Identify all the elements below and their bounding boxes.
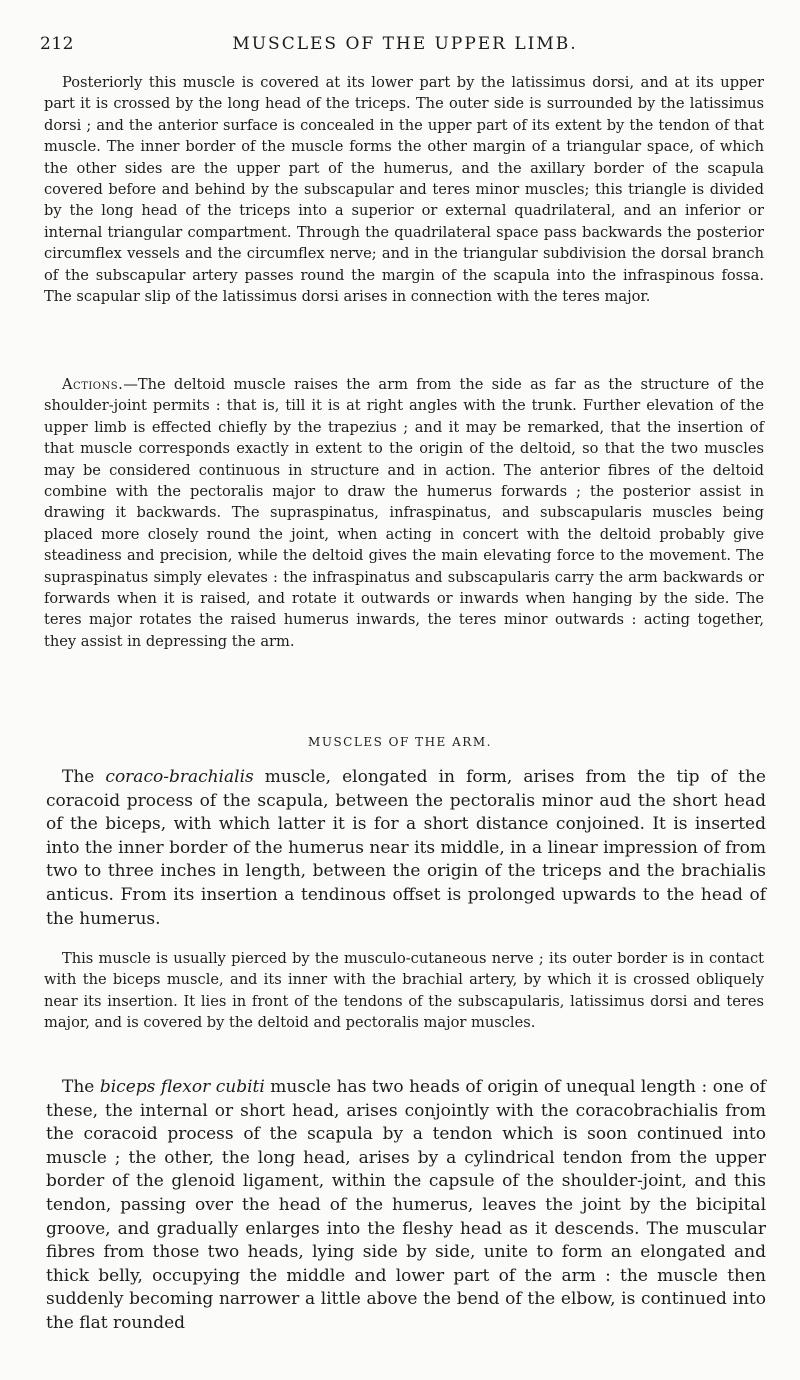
- actions-block: [44, 374, 764, 652]
- biceps-block: [46, 1076, 766, 1336]
- biceps-paragraph: [46, 1076, 766, 1336]
- actions-label: Actions.: [62, 376, 124, 393]
- coraco-brachialis-term: coraco-brachialis: [105, 767, 254, 787]
- actions-paragraph: [44, 374, 764, 652]
- actions-text: —The deltoid muscle raises the arm from the side as far as the structure of the shoulder-joint permits : that is, till it is at right angles with the trunk. Further elevation of the upper limb is effected chiefly by the trapezius ; and it may be remarked, that the insertion of that muscle corresponds exactly in extent to the origin of the deltoid, so that the two muscles may be considered continuous in structure and in action. The anterior fibres of the deltoid combine with the pectoralis major to draw the humerus forwards ; the posterior assist in drawing it backwards. The supraspinatus, infraspinatus, and subscapularis muscles being placed more closely round the joint, when acting in concert with the deltoid probably give steadiness and precision, while the deltoid gives the main elevating force to the movement. The supraspinatus simply elevates : the infraspinatus and subscapularis carry the arm backwards or forwards when it is raised, and rotate it outwards or inwards when hanging by the side. The teres major rotates the raised humerus inwards, the teres minor outwards : acting together, they assist in depressing the arm.: [44, 376, 764, 650]
- coraco-text: muscle, elongated in form, arises from the tip of the coracoid process of the scapula, between the pectoralis minor aud the short head of the biceps, with which latter it is for a short distance conjoined. It is inserted into the inner border of the humerus near its middle, in a linear impression of from two to three inches in length, between the origin of the triceps and the brachialis anticus. From its insertion a tendinous offset is prolonged upwards to the head of the humerus.: [46, 767, 766, 929]
- biceps-pre: The: [62, 1077, 100, 1097]
- section-heading: MUSCLES OF THE ARM.: [308, 735, 492, 749]
- page-header: [40, 34, 770, 58]
- coraco-pre: The: [62, 767, 106, 787]
- page-number: 212: [40, 34, 74, 54]
- posterior-relations-block: [44, 72, 764, 307]
- coraco-relations-paragraph: This muscle is usually pierced by the musculo-cutaneous nerve ; its outer border is in contact with the biceps muscle, and its inner with the brachial artery, by which it is crossed obliquely near its insertion. It lies in front of the tendons of the subscapularis, latissimus dorsi and teres major, and is covered by the deltoid and pectoralis major muscles.: [44, 950, 764, 1032]
- coraco-relations-block: [44, 948, 764, 1034]
- running-head: MUSCLES OF THE UPPER LIMB.: [232, 34, 578, 54]
- coraco-brachialis-block: [46, 766, 766, 931]
- posterior-relations-paragraph: Posteriorly this muscle is covered at its lower part by the latissimus dorsi, and at its upper part it is crossed by the long head of the triceps. The outer side is surrounded by the latissimus dorsi ; and the anterior surface is concealed in the upper part of its extent by the tendon of that muscle. The inner border of the muscle forms the other margin of a triangular space, of which the other sides are the upper part of the humerus, and the axillary border of the scapula covered before and behind by the subscapular and teres minor muscles; this triangle is divided by the long head of the triceps into a superior or external quadrilateral, and an inferior or internal triangular compartment. Through the quadrilateral space pass backwards the posterior circumflex vessels and the circumflex nerve; and in the triangular subdivision the dorsal branch of the subscapular artery passes round the margin of the scapula into the infraspinous fossa. The scapular slip of the latissimus dorsi arises in connection with the teres major.: [44, 74, 764, 306]
- biceps-term: biceps flexor cubiti: [99, 1077, 265, 1097]
- biceps-text: muscle has two heads of origin of unequal length : one of these, the internal or short head, arises conjointly with the coracobrachialis from the coracoid process of the scapula by a tendon which is soon continued into muscle ; the other, the long head, arises by a cylindrical tendon from the upper border of the glenoid ligament, within the capsule of the shoulder-joint, and this tendon, passing over the head of the humerus, leaves the joint by the bicipital groove, and gradually enlarges into the fleshy head as it descends. The muscular fibres from those two heads, lying side by side, unite to form an elongated and thick belly, occupying the middle and lower part of the arm : the muscle then suddenly becoming narrower a little above the bend of the elbow, is continued into the flat rounded: [46, 1077, 766, 1333]
- coraco-brachialis-paragraph: [46, 766, 766, 931]
